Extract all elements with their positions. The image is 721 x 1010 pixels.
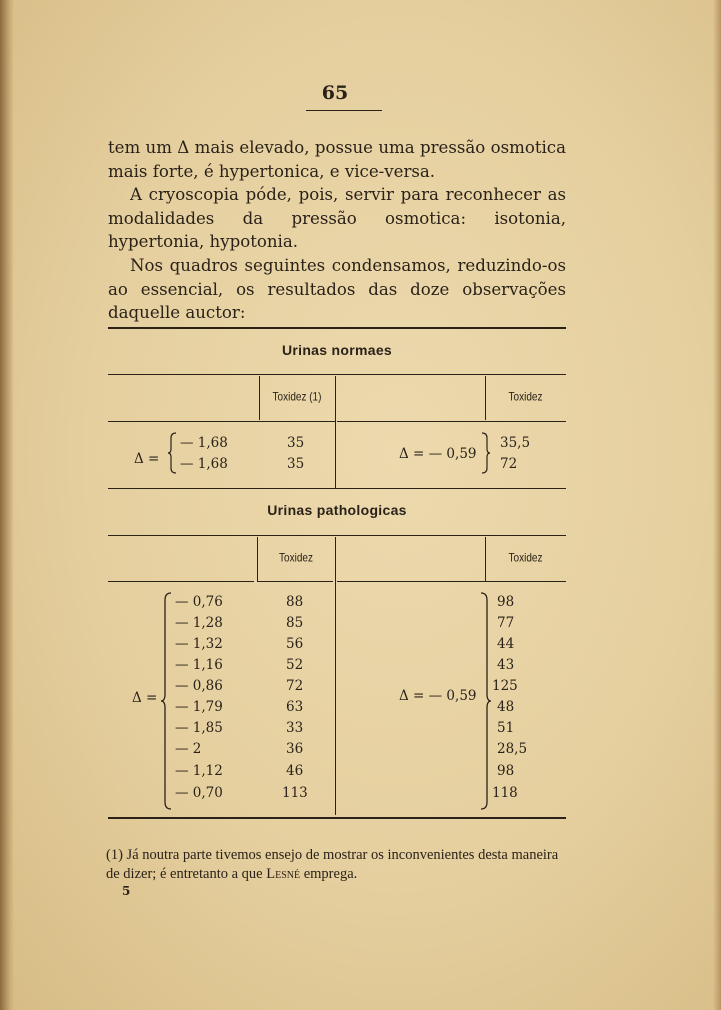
table2-left-delta: — 1,16 <box>175 657 223 673</box>
footnote-author: Lesné <box>266 866 301 882</box>
signature-mark: 5 <box>122 884 131 898</box>
table1-right-header-rule <box>337 421 566 422</box>
table1-right-header: Toxidez <box>508 391 543 404</box>
table2-right-toxidez: 118 <box>492 785 518 801</box>
table2-left-toxidez: 88 <box>286 594 304 610</box>
table2-left-delta: — 0,70 <box>175 785 223 801</box>
table2-left-delta: — 1,85 <box>175 720 223 736</box>
table2-left-toxidez: 63 <box>286 699 304 715</box>
table2-rule <box>108 535 566 536</box>
table2-right-header: Toxidez <box>508 552 543 565</box>
table1-left-brace <box>168 432 178 478</box>
table1-left-header-rule <box>108 421 335 422</box>
table1-right-toxidez: 72 <box>500 456 518 472</box>
table2-delta-label: Δ = <box>132 690 158 706</box>
paragraph-3: Nos quadros seguintes condensamos, reduzindo-os ao essencial, os resultados das doze observações daquelle auctor: <box>108 256 566 322</box>
table2-left-delta: — 0,76 <box>175 594 223 610</box>
table2-left-header: Toxidez <box>279 552 313 565</box>
table1-left-header: Toxidez (1) <box>272 391 322 404</box>
table2-right-toxidez: 48 <box>497 699 515 715</box>
table-top-rule <box>108 327 566 329</box>
page-number-rule <box>306 110 382 111</box>
table1-title: Urinas normaes <box>281 342 393 358</box>
table1-left-toxidez: 35 <box>287 435 305 451</box>
table2-right-header-rule <box>337 581 566 582</box>
table2-left-toxidez: 85 <box>286 615 304 631</box>
table2-left-delta: — 0,86 <box>175 678 223 694</box>
table2-left-toxidez: 46 <box>286 763 304 779</box>
footnote-text-end: emprega. <box>303 866 358 882</box>
table2-left-toxidez: 52 <box>286 657 304 673</box>
table2-left-toxidez: 113 <box>282 785 308 801</box>
table1-right-brace <box>480 432 490 478</box>
table1-left-delta: — 1,68 <box>180 435 228 451</box>
page-edge-right <box>713 0 721 1010</box>
footnote-marker: (1) <box>106 847 123 863</box>
table2-right-delta: Δ = — 0,59 <box>399 688 477 704</box>
table1-rule <box>108 374 566 375</box>
table2-right-toxidez: 125 <box>492 678 518 694</box>
table2-left-toxidez: 33 <box>286 720 304 736</box>
table2-right-brace <box>479 592 491 814</box>
table1-delta-label: Δ = <box>134 451 160 467</box>
page-edge-left <box>0 0 14 1010</box>
table2-left-toxidez: 72 <box>286 678 304 694</box>
table2-right-toxidez: 51 <box>497 720 515 736</box>
table2-divider <box>335 537 336 815</box>
footnote <box>106 846 568 884</box>
table2-right-toxidez: 44 <box>497 636 515 652</box>
paragraph-1: tem um Δ mais elevado, possue uma pressão osmotica mais forte, é hypertonica, e vice-versa. <box>108 138 566 181</box>
table2-left-delta: — 1,79 <box>175 699 223 715</box>
page-number: 65 <box>321 82 349 104</box>
paragraph-2: A cryoscopia póde, pois, servir para reconhecer as modalidades da pressão osmotica: isotonia, hypertonia, hypotonia. <box>108 185 566 251</box>
table2-left-brace <box>161 592 173 814</box>
table2-left-delta: — 2 <box>175 741 202 757</box>
table1-divider <box>335 376 336 488</box>
footnote-text: Já noutra parte tivemos ensejo de mostrar os inconvenientes desta maneira de dizer; é entretanto a que <box>106 847 559 882</box>
table2-right-toxidez: 43 <box>497 657 515 673</box>
table1-left-delta: — 1,68 <box>180 456 228 472</box>
table2-title: Urinas pathologicas <box>267 502 407 518</box>
table2-left-toxidez: 36 <box>286 741 304 757</box>
table-bottom-rule <box>108 817 566 819</box>
table2-left-delta: — 1,32 <box>175 636 223 652</box>
table2-left-header-rule <box>257 581 333 582</box>
table2-right-toxidez: 77 <box>497 615 515 631</box>
table1-bottom-rule <box>108 488 566 489</box>
table1-right-toxidez: 35,5 <box>500 435 531 451</box>
table2-right-toxidez: 98 <box>497 594 515 610</box>
table2-left-delta: — 1,28 <box>175 615 223 631</box>
table2-left-toxidez: 56 <box>286 636 304 652</box>
table2-left-delta-rule <box>108 581 254 582</box>
table2-right-toxidez: 28,5 <box>497 741 528 757</box>
table2-right-toxidez: 98 <box>497 763 515 779</box>
table2-left-delta: — 1,12 <box>175 763 223 779</box>
table1-left-toxidez: 35 <box>287 456 305 472</box>
table1-right-delta: Δ = — 0,59 <box>399 446 477 462</box>
